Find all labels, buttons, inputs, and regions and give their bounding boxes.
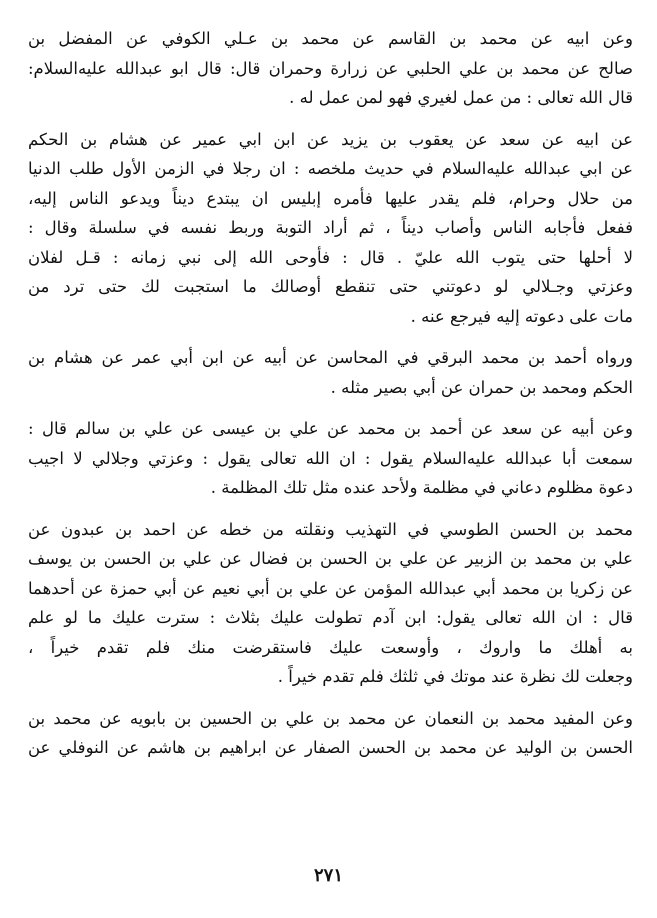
text-line: وعزتي وجـلالي لو دعوتني حتى تنقطع أوصالك ما استجبت لك حتى ترد من [28,277,633,296]
text-line: الحسن بن الوليد عن محمد بن الحسن الصفار عن ابراهيم بن هاشم عن النوفلي عن [28,738,633,757]
page-number: ٢٧١ [313,865,343,886]
text-line: عن زكريا بن محمد أبي عبدالله المؤمن عن علي بن أبي نعيم عن أبي حمزة عن أحدهما [28,578,633,598]
paragraph-1 [28,24,633,113]
text-line: صالح عن محمد بن علي الحلبي عن زرارة وحمران قال: قال ابو عبدالله عليه‌السلام: [28,58,633,78]
text-line: قال الله تعالى : من عمل لغيري فهو لمن عمل له . [289,88,633,107]
text-line: وعن أبيه عن سعد عن أحمد بن محمد عن علي بن عيسى عن علي بن سالم قال : [28,419,633,438]
text-line: وجعلت لك نظرة عند موتك في ثلثك فلم تقدم خيراً . [277,667,633,686]
paragraph-6 [28,704,633,763]
page-body [28,24,633,775]
text-line: مات على دعوته إليه فيرجع عنه . [410,306,633,326]
text-line: عن ابي عبدالله عليه‌السلام في حديث ملخصه : ان رجلا في الزمن الأول طلب الدنيا [28,159,633,178]
text-line: ففعل فأجابه الناس وأصاب ديناً ، ثم أراد التوبة وربط نفسه في سلسلة وقال : [28,218,633,237]
text-line: وعن المفيد محمد بن النعمان عن محمد بن علي بن الحسين بن بابويه عن محمد بن [28,708,633,728]
text-line: دعوة مظلوم دعاني في مظلمة ولأحد عنده مثل تلك المظلمة . [210,478,633,497]
paragraph-2 [28,125,633,332]
paragraph-3 [28,343,633,402]
text-line: محمد بن الحسن الطوسي في التهذيب ونقلته من خطه عن احمد بن عبدون عن [28,519,633,539]
paragraph-4 [28,414,633,503]
text-line: وعن ابيه عن محمد بن القاسم عن محمد بن عـلي الكوفي عن المفضل بن [28,29,633,48]
paragraph-5 [28,515,633,692]
text-line: الحكم ومحمد بن حمران عن أبي بصير مثله . [330,377,633,397]
text-line: به أهلك ما واروك ، وأوسعت عليك فاستقرضت منك فلم تقدم خيراً ، [28,637,633,657]
text-line: سمعت أبا عبدالله عليه‌السلام يقول : ان الله تعالى يقول : وعزتي وجلالي لا اجيب [28,448,633,468]
text-line: من حلال وحرام، فلم يقدر عليها فأمره إبليس ان يبتدع ديناً ويدعو الناس إليه، [28,188,633,208]
text-line: لا أحلها حتى يتوب الله عليّ . قال : فأوحى الله إلى نبي زمانه : قـل لفلان [28,247,633,267]
text-line: علي بن محمد بن الزبير عن علي بن الحسن بن فضال عن علي بن الحسن بن يوسف [28,549,633,568]
text-line: قال : ان الله تعالى يقول: ابن آدم تطولت عليك بثلاث : سترت عليك ما لو علم [28,608,633,627]
text-line: عن ابيه عن سعد عن يعقوب بن يزيد عن ابن ابي عمير عن هشام بن الحكم [28,129,633,149]
text-line: ورواه أحمد بن محمد البرقي في المحاسن عن أبيه عن ابن أبي عمر عن هشام بن [28,348,633,367]
